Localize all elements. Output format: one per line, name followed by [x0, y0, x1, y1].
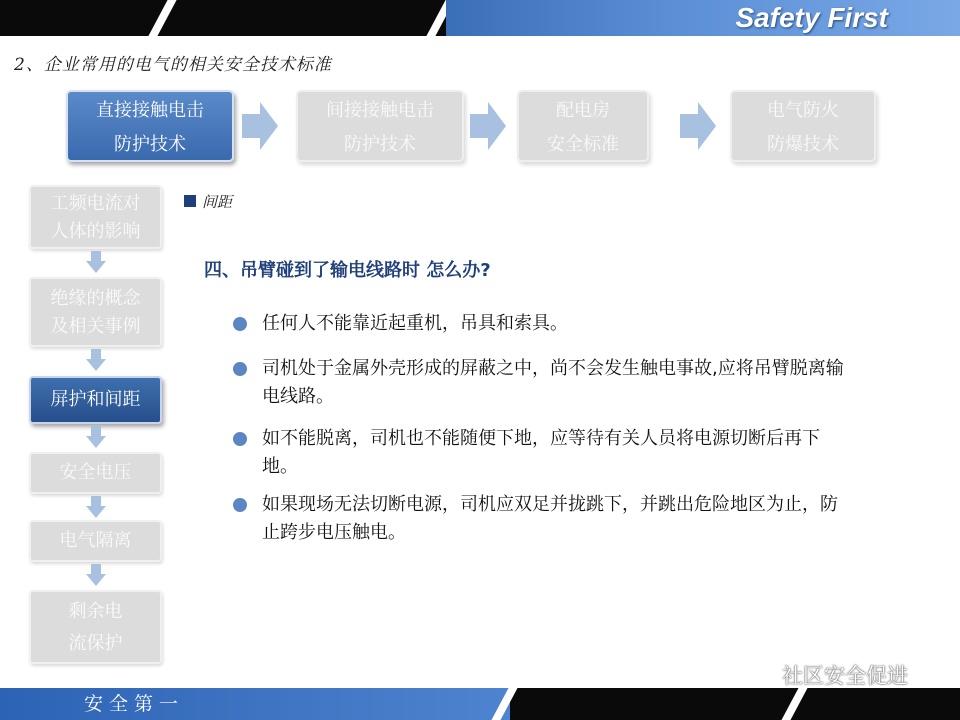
side-step-3[interactable] — [29, 376, 162, 424]
process-step-1[interactable] — [66, 90, 234, 162]
side-step-2[interactable] — [29, 277, 162, 347]
circle-bullet-icon — [233, 498, 247, 512]
subheading: 间距 — [202, 193, 233, 211]
process-step-label: 安全标准 — [547, 134, 619, 155]
side-step-label: 流保护 — [68, 633, 123, 654]
circle-bullet-icon — [233, 432, 247, 446]
bullet-text: 如不能脱离，司机也不能随便下地，应等待有关人员将电源切断后再下地。 — [262, 428, 820, 477]
down-arrow-icon — [86, 564, 106, 586]
side-step-6[interactable] — [29, 590, 162, 664]
process-step-4[interactable] — [730, 90, 876, 162]
down-arrow-icon — [86, 426, 106, 448]
side-step-label: 人体的影响 — [50, 221, 141, 242]
section-title: 2、企业常用的电气的相关安全技术标准 — [14, 55, 332, 75]
bullet-text: 如果现场无法切断电源，司机应双足并拢跳下，并跳出危险地区为止，防止跨步电压触电。 — [262, 494, 838, 543]
process-step-label: 直接接触电击 — [96, 100, 204, 121]
side-step-label: 工频电流对 — [50, 193, 141, 214]
right-arrow-icon — [242, 98, 278, 154]
side-step-label: 绝缘的概念 — [50, 288, 141, 309]
brand-title: Safety First — [735, 2, 888, 33]
right-arrow-icon — [470, 98, 506, 154]
question-title: 四、吊臂碰到了输电线路时 怎么办? — [204, 260, 491, 281]
wechat-icon — [738, 664, 772, 688]
process-step-label: 电气防火 — [767, 100, 839, 121]
side-step-label: 电气隔离 — [59, 530, 132, 551]
footer-slogan: 安全第一 — [84, 693, 185, 715]
process-step-label: 间接接触电击 — [326, 100, 434, 121]
process-step-2[interactable] — [296, 90, 464, 162]
right-arrow-icon — [680, 98, 716, 154]
watermark-text: 社区安全促进 — [782, 664, 908, 688]
footer-blue-band — [0, 688, 520, 720]
process-step-label: 防爆技术 — [767, 134, 839, 155]
side-step-label: 及相关事例 — [50, 316, 141, 337]
side-step-1[interactable] — [29, 185, 162, 249]
process-step-label: 配电房 — [556, 100, 610, 121]
process-step-label: 防护技术 — [344, 134, 416, 155]
down-arrow-icon — [86, 251, 106, 273]
bullet-text: 任何人不能靠近起重机，吊具和索具。 — [262, 313, 568, 334]
process-step-label: 防护技术 — [114, 134, 186, 155]
process-step-3[interactable] — [517, 90, 649, 162]
side-step-5[interactable] — [29, 520, 162, 562]
footer-black-band — [510, 688, 960, 720]
side-step-4[interactable] — [29, 452, 162, 494]
bullet-text: 司机处于金属外壳形成的屏蔽之中，尚不会发生触电事故,应将吊臂脱离输电线路。 — [262, 358, 844, 407]
side-step-label: 剩余电 — [68, 601, 123, 622]
square-bullet-icon — [184, 195, 196, 207]
down-arrow-icon — [86, 496, 106, 518]
circle-bullet-icon — [233, 317, 247, 331]
circle-bullet-icon — [233, 362, 247, 376]
side-step-label: 屏护和间距 — [50, 389, 141, 410]
side-step-label: 安全电压 — [59, 462, 132, 483]
down-arrow-icon — [86, 349, 106, 371]
